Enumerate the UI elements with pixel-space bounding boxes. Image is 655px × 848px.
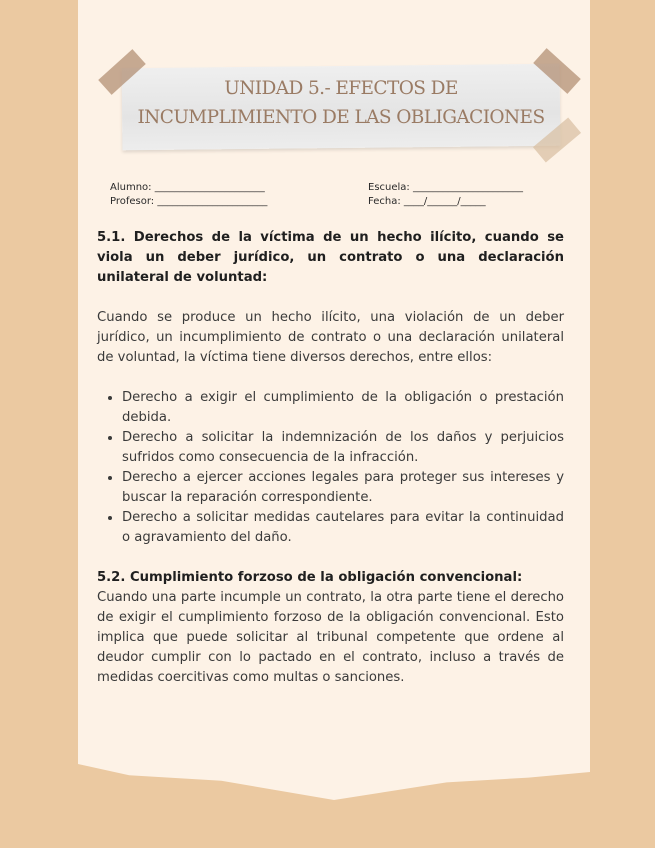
title-line-1: UNIDAD 5.- EFECTOS DE	[224, 78, 458, 99]
profesor-field: Profesor: ______________________	[110, 196, 268, 207]
list-item: • Derecho a exigir el cumplimiento de la obligación o prestación debida.	[122, 388, 564, 428]
section-1-intro: Cuando se produce un hecho ilícito, una violación de un deber jurídico, un incumplimiento de contrato o una declaración unilateral de voluntad, la víctima tiene diversos derechos, entre ellos:	[97, 310, 564, 365]
escuela-field: Escuela: ______________________	[368, 182, 523, 193]
list-item: • Derecho a ejercer acciones legales para proteger sus intereses y buscar la reparación correspondiente.	[122, 468, 564, 508]
list-item: • Derecho a solicitar la indemnización de los daños y perjuicios sufridos como consecuencia de la infracción.	[122, 428, 564, 468]
section-2-heading: 5.2. Cumplimiento forzoso de la obligación convencional:	[97, 570, 523, 585]
student-fields	[110, 181, 267, 209]
title-line-2: INCUMPLIMIENTO DE LAS OBLIGACIONES	[137, 107, 545, 128]
fecha-field: Fecha: ____/______/_____	[368, 196, 486, 207]
document-body	[97, 228, 564, 688]
rights-list	[97, 388, 564, 548]
section-1-heading: 5.1. Derechos de la víctima de un hecho ilícito, cuando se viola un deber jurídico, un contrato o una declaración unilateral de voluntad:	[97, 230, 564, 285]
list-item: • Derecho a solicitar medidas cautelares para evitar la continuidad o agravamiento del daño.	[122, 508, 564, 548]
section-2-body: Cuando una parte incumple un contrato, la otra parte tiene el derecho de exigir el cumplimiento forzoso de la obligación convencional. Esto implica que puede solicitar al tribunal competente que ordene al deudor cumplir con lo pactado en el contrato, incluso a través de medidas coercitivas como multas o sanciones.	[97, 590, 564, 685]
school-fields	[368, 181, 523, 209]
alumno-field: Alumno: ______________________	[110, 182, 265, 193]
page-title	[122, 74, 560, 132]
